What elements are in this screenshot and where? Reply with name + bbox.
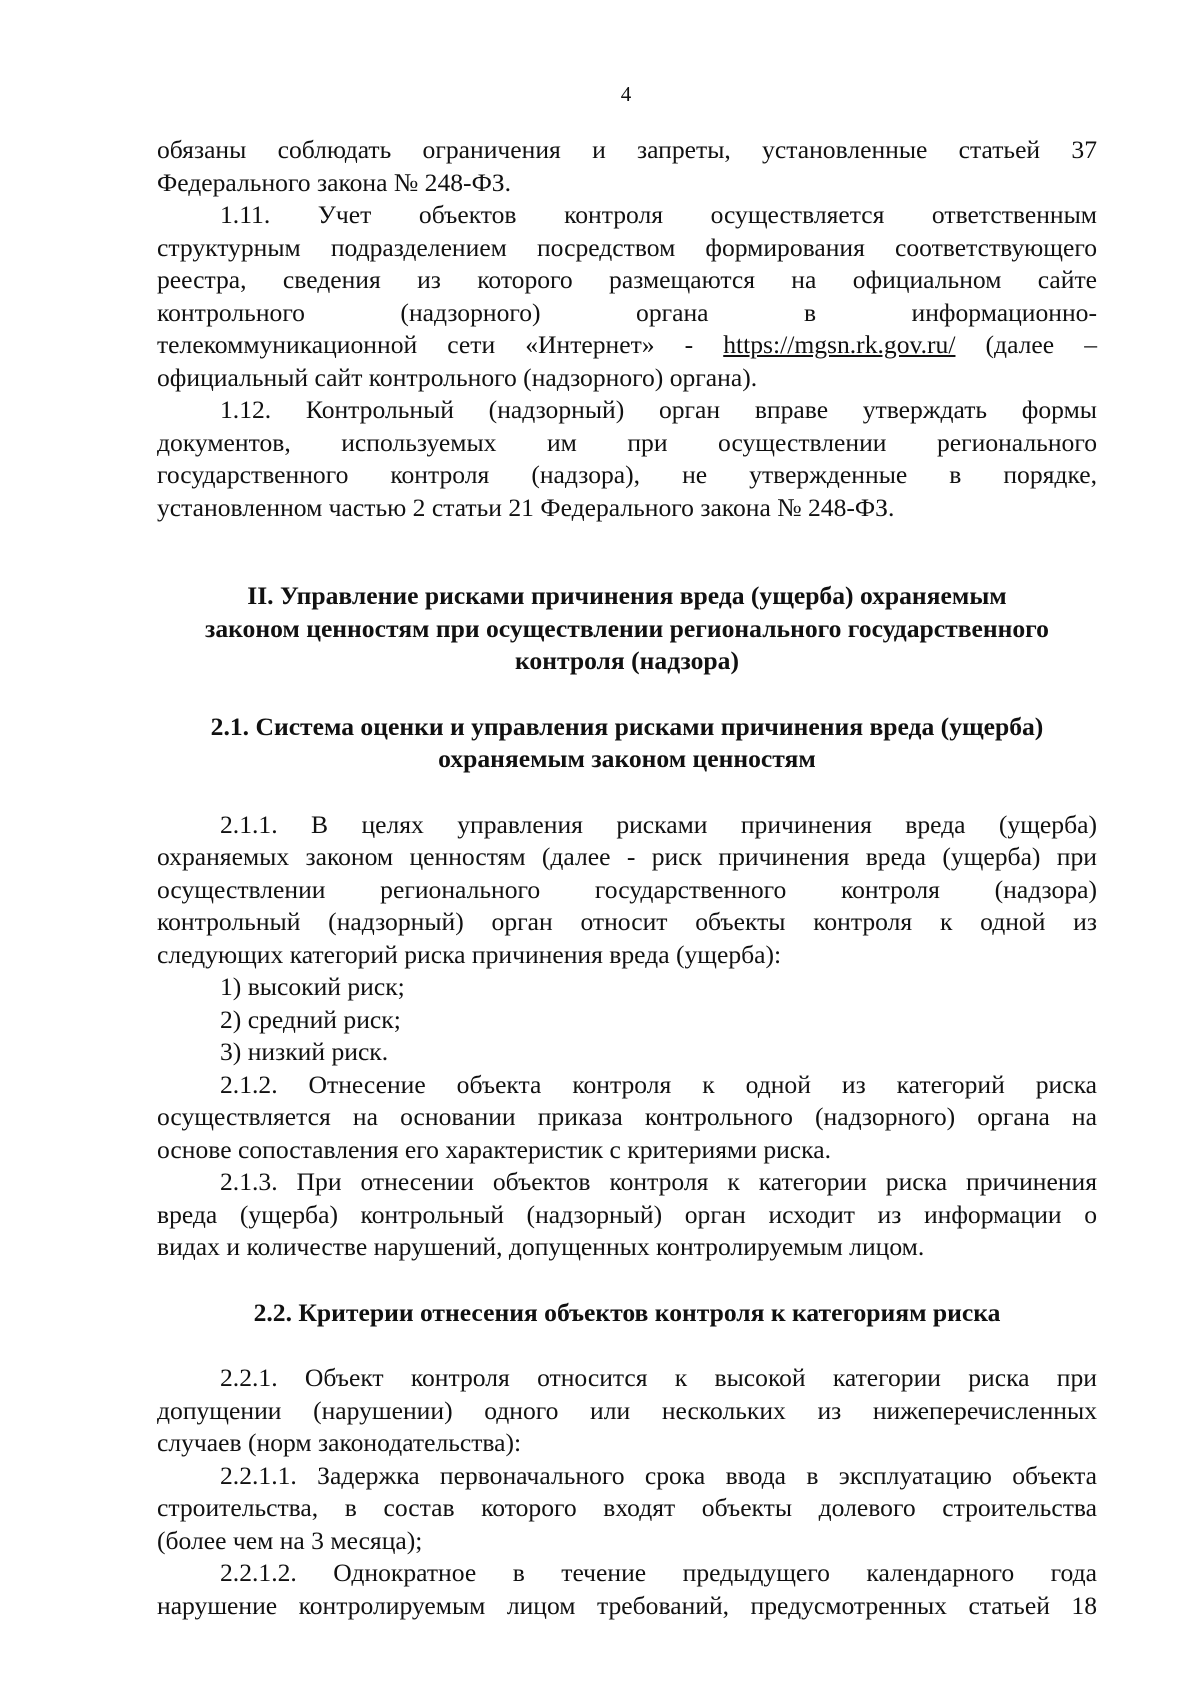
- text-fragment: телекоммуникационной сети «Интернет» -: [157, 330, 724, 359]
- risk-category-list: [157, 971, 1097, 1069]
- text-line: 2.2.1. Объект контроля относится к высокой категории риска при: [220, 1363, 1097, 1392]
- list-item: 3) низкий риск.: [220, 1037, 389, 1066]
- text-line: 1.12. Контрольный (надзорный) орган вправе утверждать формы: [220, 395, 1097, 424]
- spacer: [157, 1264, 1097, 1297]
- heading-line: 2.1. Система оценки и управления рисками причинения вреда (ущерба): [210, 711, 1044, 741]
- text-line: вреда (ущерба) контрольный (надзорный) орган исходит из информации о: [157, 1199, 1097, 1229]
- text-line: 2.2.1.2. Однократное в течение предыдущего календарного года: [220, 1558, 1097, 1587]
- spacer: [157, 678, 1097, 711]
- paragraph-1-10-tail: [157, 134, 1097, 199]
- text-line: установленном частью 2 статьи 21 Федерального закона № 248-ФЗ.: [157, 492, 895, 522]
- spacer: [157, 776, 1097, 809]
- text-line: структурным подразделением посредством формирования соответствующего: [157, 232, 1097, 262]
- text-line: контрольного (надзорного) органа в информационно-: [157, 297, 1097, 327]
- text-line-with-link: [157, 329, 1097, 362]
- paragraph-1-12: [157, 394, 1097, 524]
- paragraph-1-11: [157, 199, 1097, 394]
- text-line: 2.1.3. При отнесении объектов контроля к категории риска причинения: [220, 1167, 1097, 1196]
- heading-line: охраняемым законом ценностям: [438, 744, 816, 773]
- heading-line: II. Управление рисками причинения вреда (ущерба) охраняемым: [247, 581, 1007, 610]
- text-line: официальный сайт контрольного (надзорного) органа).: [157, 362, 758, 392]
- text-line: случаев (норм законодательства):: [157, 1428, 522, 1457]
- spacer: [157, 524, 1097, 580]
- text-line: 1.11. Учет объектов контроля осуществляется ответственным: [220, 200, 1097, 229]
- subsection-2-1-heading: [157, 711, 1097, 776]
- list-item: 2) средний риск;: [220, 1004, 401, 1034]
- text-line: 2.1.2. Отнесение объекта контроля к одной из категорий риска: [220, 1069, 1097, 1099]
- subsection-2-2-heading: 2.2. Критерии отнесения объектов контроля к категориям риска: [253, 1297, 1001, 1327]
- heading-line: законом ценностям при осуществлении регионального государственного: [205, 613, 1049, 643]
- heading-line: контроля (надзора): [515, 646, 739, 675]
- text-line: осуществляется на основании приказа контрольного (надзорного) органа на: [157, 1102, 1097, 1131]
- paragraph-2-1-2: [157, 1069, 1097, 1167]
- text-line: контрольный (надзорный) орган относит объекты контроля к одной из: [157, 907, 1097, 936]
- text-line: 2.2.1.1. Задержка первоначального срока ввода в эксплуатацию объекта: [220, 1460, 1097, 1490]
- text-line: обязаны соблюдать ограничения и запреты, установленные статьей 37: [157, 135, 1097, 164]
- paragraph-2-1-1: [157, 809, 1097, 972]
- text-line: (более чем на 3 месяца);: [157, 1525, 423, 1555]
- spacer: [157, 1329, 1097, 1362]
- text-line: государственного контроля (надзора), не утвержденные в порядке,: [157, 460, 1097, 489]
- text-line: основе сопоставления его характеристик с критериями риска.: [157, 1134, 831, 1164]
- text-line: охраняемых законом ценностям (далее - риск причинения вреда (ущерба) при: [157, 842, 1097, 871]
- page-number: 4: [620, 82, 632, 106]
- list-item: 1) высокий риск;: [220, 972, 405, 1001]
- text-line: осуществлении регионального государственного контроля (надзора): [157, 874, 1097, 904]
- text-line: строительства, в состав которого входят объекты долевого строительства: [157, 1493, 1097, 1522]
- text-fragment: (далее –: [955, 330, 1098, 359]
- paragraph-2-2-1: [157, 1362, 1097, 1460]
- text-line: документов, используемых им при осуществлении регионального: [157, 427, 1097, 457]
- paragraph-2-1-3: [157, 1166, 1097, 1264]
- text-line: Федерального закона № 248-ФЗ.: [157, 167, 512, 197]
- official-site-link[interactable]: https://mgsn.rk.gov.ru/: [723, 330, 956, 359]
- paragraph-2-2-1-2: [157, 1557, 1097, 1622]
- text-line: следующих категорий риска причинения вреда (ущерба):: [157, 939, 782, 969]
- text-line: 2.1.1. В целях управления рисками причинения вреда (ущерба): [220, 809, 1097, 839]
- section-2-heading: [157, 580, 1097, 678]
- text-line: видах и количестве нарушений, допущенных контролируемым лицом.: [157, 1232, 925, 1261]
- text-line: допущении (нарушении) одного или нескольких из нижеперечисленных: [157, 1395, 1097, 1425]
- document-body: [157, 134, 1097, 1622]
- text-line: реестра, сведения из которого размещаются на официальном сайте: [157, 265, 1097, 294]
- text-line: нарушение контролируемым лицом требований, предусмотренных статьей 18: [157, 1590, 1097, 1620]
- paragraph-2-2-1-1: [157, 1460, 1097, 1558]
